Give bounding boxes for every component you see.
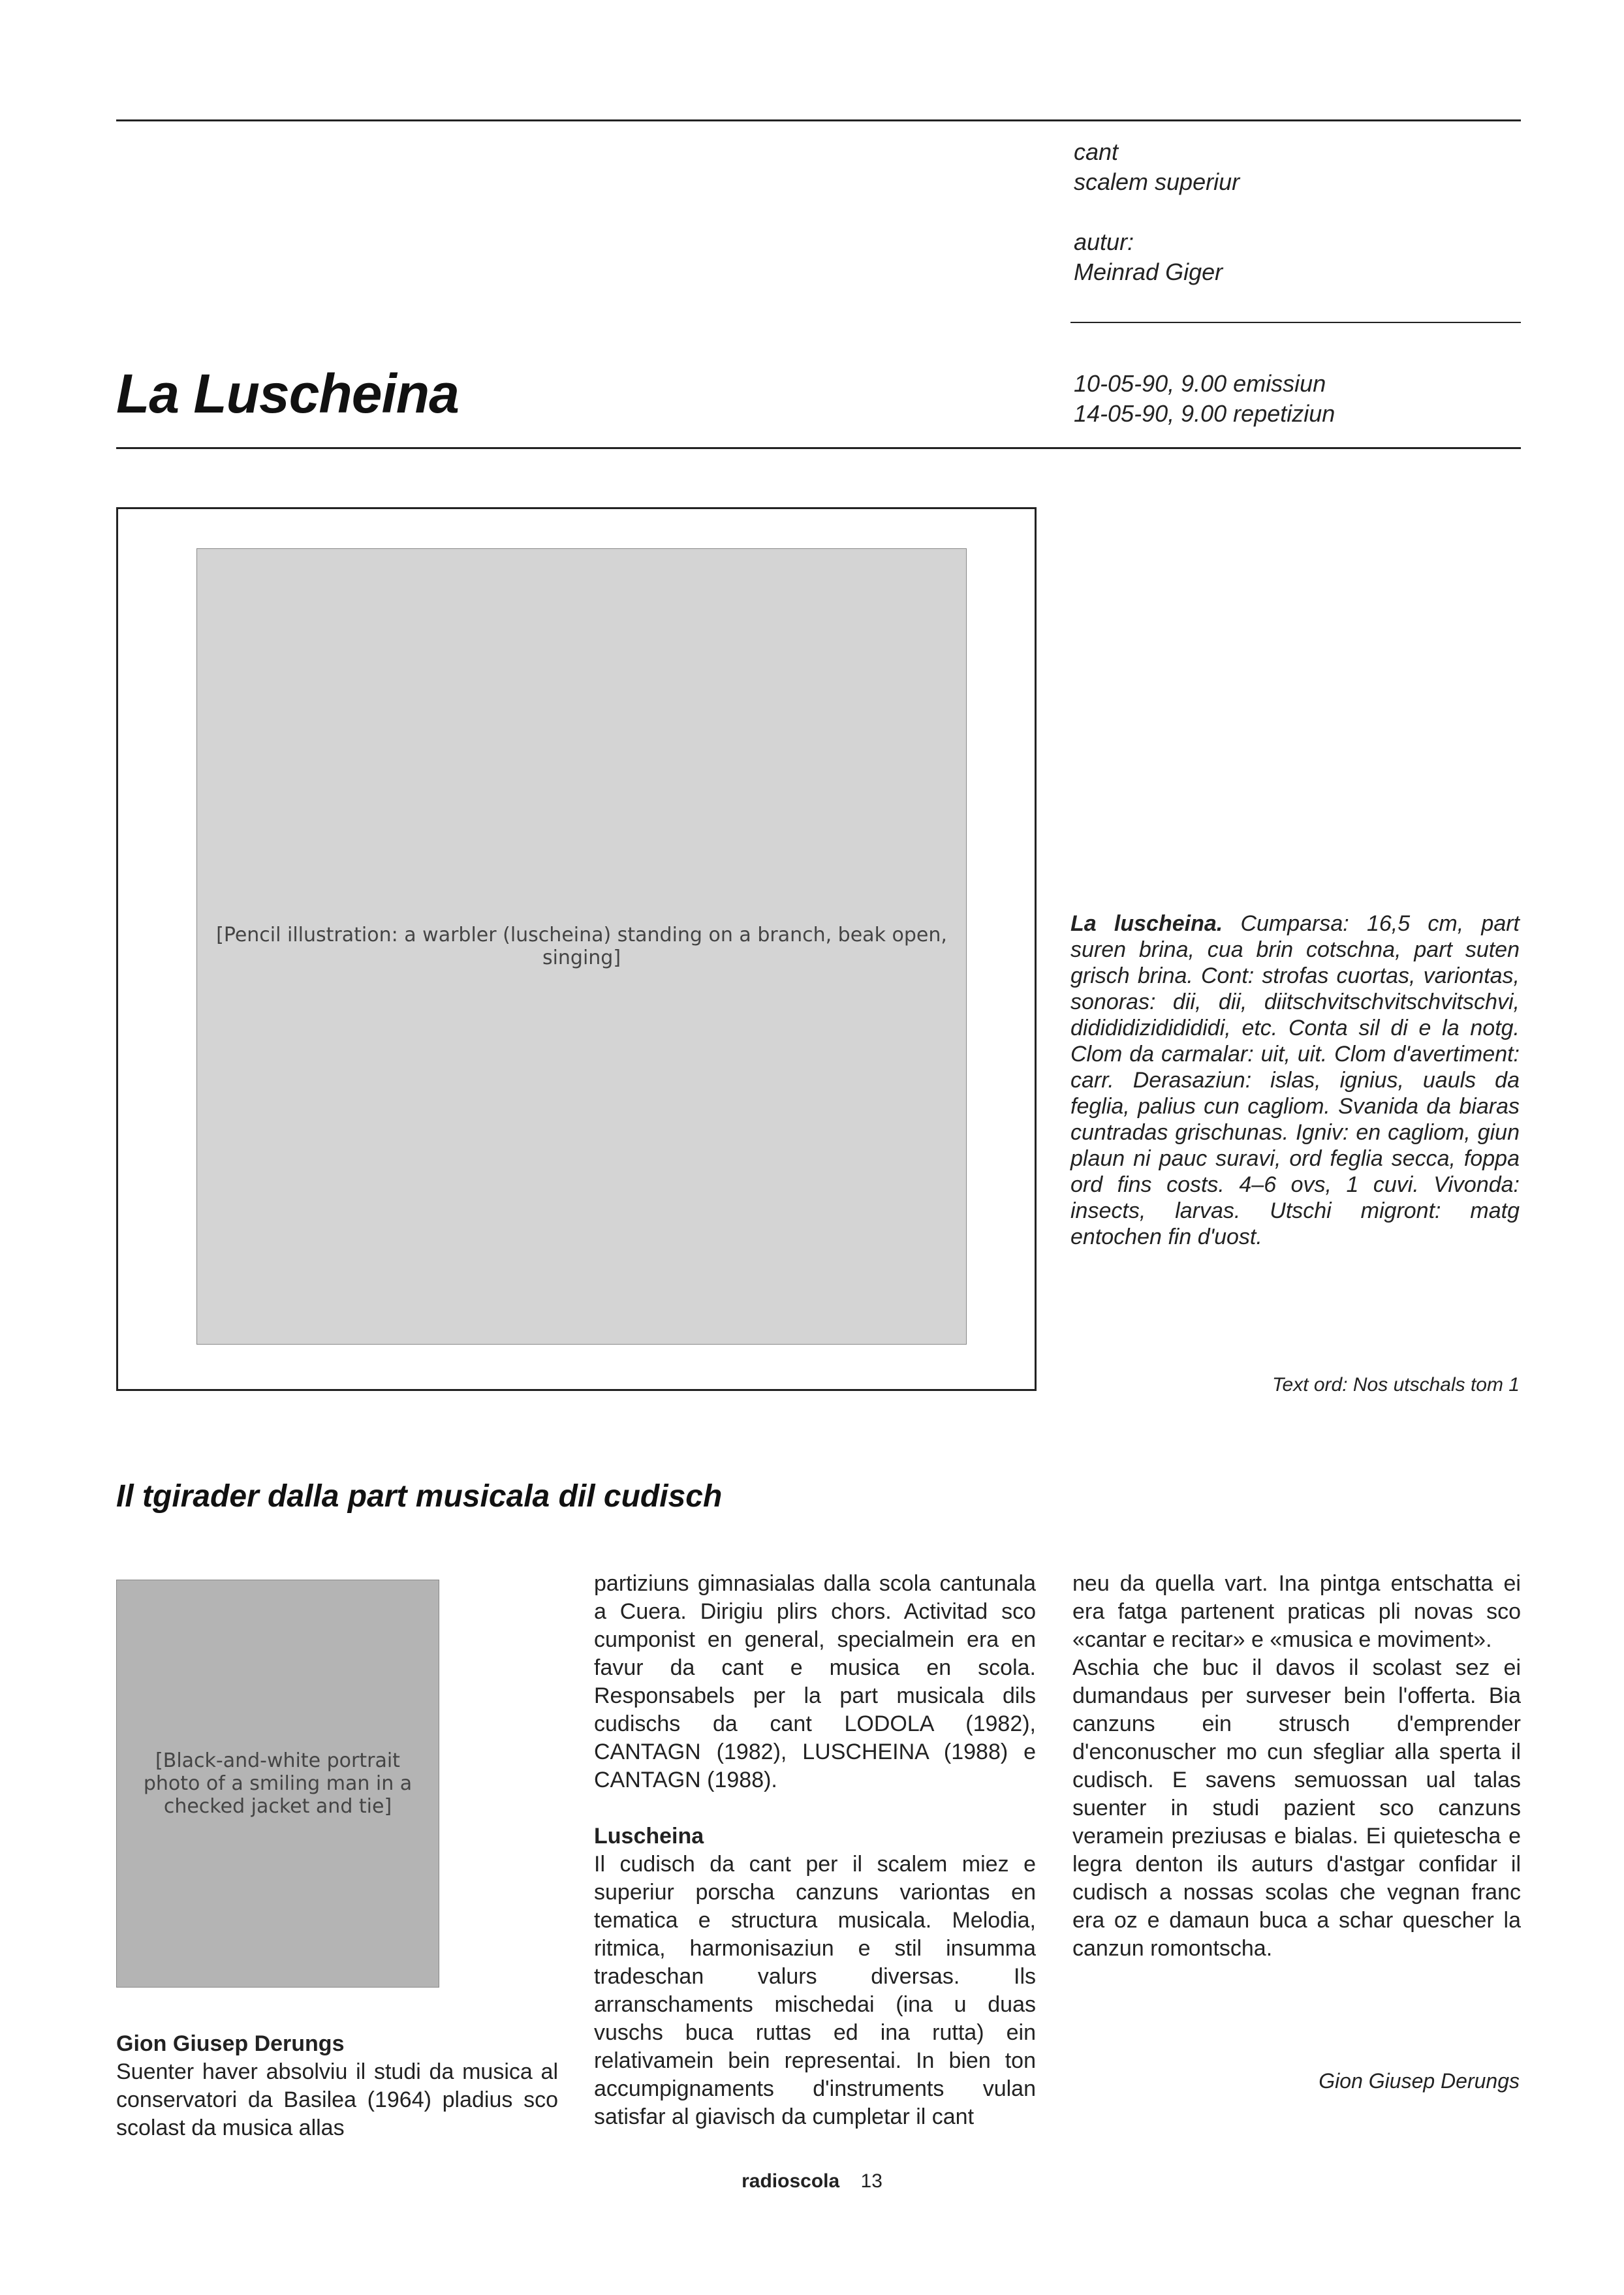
title-bottom-rule [116, 447, 1521, 449]
page-number: 13 [860, 2170, 882, 2192]
column-2-para-1: partiziuns gimnasialas dalla scola cantunala a Cuera. Dirigiu plirs chors. Activitad sco cumponist en general, specialmein era en favur da cant e musica en scola. Responsabels per la part musicala dils cudischs da cant LODOLA (1982), CANTAGN (1982), LUSCHEINA (1988) e CANTAGN (1988). [594, 1571, 1036, 1792]
signature: Gion Giusep Derungs [1319, 2069, 1520, 2093]
page-title: La Luscheina [116, 363, 459, 424]
caption-text: Cumparsa: 16,5 cm, part suren brina, cua brin cotschna, part suten grisch brina. Cont: strofas cuortas, variontas, sonoras: dii, dii, diitschvitschvitschvitschvi, didididizididididi, etc. Conta sil di e la notg. Clom da carmalar: uit, uit. Clom d'avertiment: carr. Derasaziun: islas, ignius, uauls da feglia, palius cun cagliom. Svanida da biaras cuntradas grischunas. Igniv: en cagliom, giun plaun ni pauc suravi, ord feglia secca, foppa ord fins costs. 4–6 ovs, 1 cuvi. Vivonda: insects, larvas. Utschi migront: matg entochen fin d'uost. [1070, 911, 1520, 1249]
header-mid-rule [1070, 322, 1521, 323]
column-2 [594, 1570, 1036, 2131]
category: cant [1074, 138, 1119, 165]
column-3 [1072, 1570, 1521, 1963]
column-2-para-2: Il cudisch da cant per il scalem miez e superiur porscha canzuns variontas en tematica e structura musicala. Melodia, ritmica, harmonisaziun e stil insumma tradeschan valurs diversas. Ils arranschaments mischedai (ina u duas vuschs buca ruttas ed ina rutta) ein relativamein bein representai. In bien ton accumpignaments d'instruments vulan satisfar al giavisch da cumpletar il cant [594, 1852, 1036, 2129]
broadcast-date-1: 10-05-90, 9.00 emissiun [1074, 370, 1326, 397]
broadcast-date-2: 14-05-90, 9.00 repetiziun [1074, 400, 1335, 427]
bird-illustration: [Pencil illustration: a warbler (luscheina) standing on a branch, beak open, singing] [196, 548, 967, 1345]
bird-figure-frame [116, 507, 1037, 1391]
column-3-para-1: neu da quella vart. Ina pintga entschatta ei era fatga partenent praticas pli novas sco «cantar e recitar» e «musica e moviment». [1072, 1571, 1521, 1652]
footer-brand: radioscola [742, 2170, 840, 2192]
caption-source: Text ord: Nos utschals tom 1 [1272, 1374, 1520, 1396]
portrait-name: Gion Giusep Derungs [116, 2031, 345, 2056]
broadcast-dates [1074, 369, 1335, 429]
column-2-subhead: Luscheina [594, 1824, 704, 1849]
portrait-photo: [Black-and-white portrait photo of a smiling man in a checked jacket and tie] [116, 1580, 439, 1988]
top-rule [116, 119, 1521, 121]
portrait-bio: Suenter haver absolviu il studi da musica al conservatori da Basilea (1964) pladius sco scolast da musica allas [116, 2059, 558, 2140]
page-footer [0, 2170, 1624, 2193]
caption-lead: La luscheina. [1070, 911, 1223, 936]
column-3-para-2: Aschia che buc il davos il scolast sez ei dumandaus per surveser bein l'offerta. Bia canzuns ein strusch d'emprender d'enconuscher mo cun sfegliar alla sperta il cudisch. E savens semuossan ual talas suenter in studi pazient sco canzuns veramein preziusas e bialas. Ei quietescha e legra denton ils auturs d'astgar confidar il cudisch a nossas scolas che vegnan franc era oz e damaun buca a schar quescher la canzun romontscha. [1072, 1655, 1521, 1961]
author-label: autur: [1074, 228, 1134, 255]
author-name: Meinrad Giger [1074, 258, 1223, 285]
header-meta [1074, 137, 1240, 287]
level: scalem superiur [1074, 168, 1240, 195]
bird-caption [1070, 911, 1520, 1250]
column-1 [116, 2030, 558, 2142]
section-heading: Il tgirader dalla part musicala dil cudisch [116, 1479, 723, 1514]
